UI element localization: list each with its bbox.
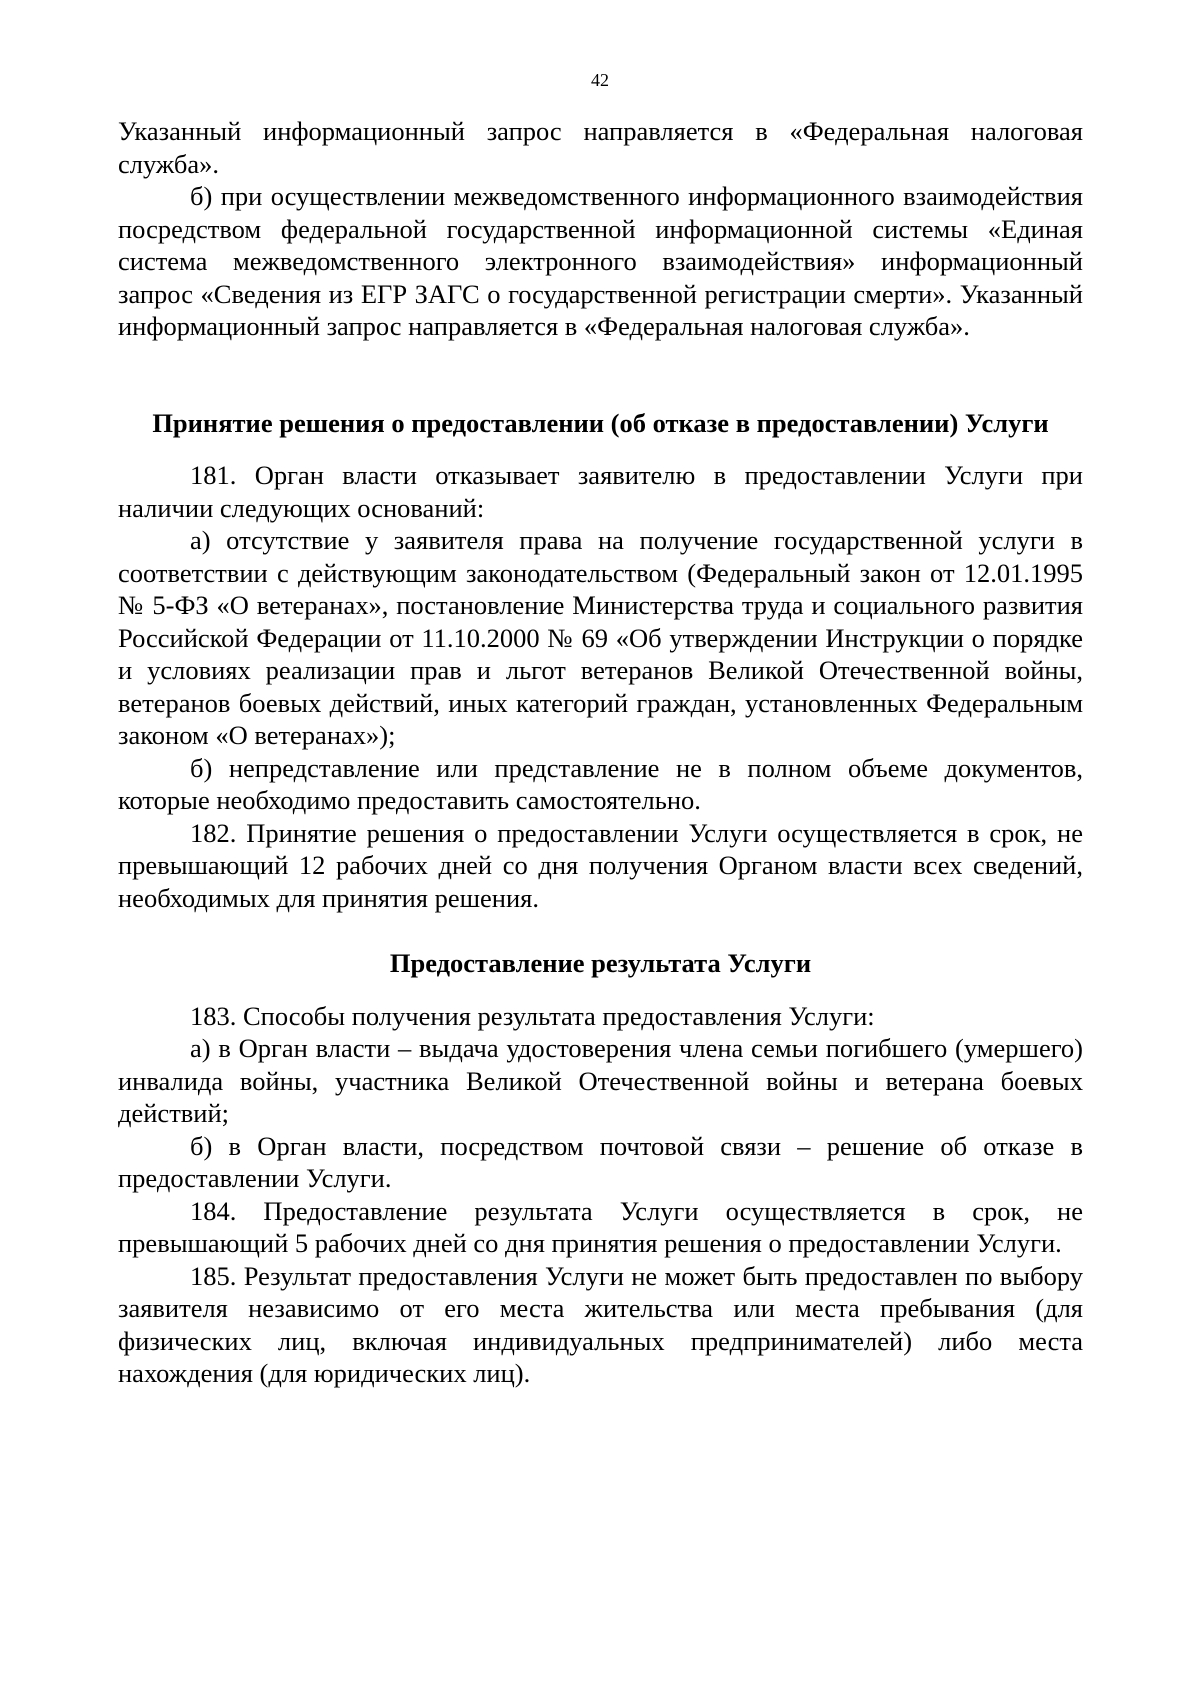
paragraph-182: 182. Принятие решения о предоставлении Услуги осуществляется в срок, не превышающий 12 рабочих дней со дня получения Органом власти всех сведений, необходимых для принятия решения. [118, 817, 1083, 913]
paragraph-181: 181. Орган власти отказывает заявителю в предоставлении Услуги при наличии следующих оснований: [118, 460, 1083, 523]
paragraph-183: 183. Способы получения результата предоставления Услуги: [190, 1000, 875, 1031]
section-heading-decision: Принятие решения о предоставлении (об отказе в предоставлении) Услуги [152, 407, 1049, 438]
document-body [118, 115, 1083, 1390]
paragraph-183-b: б) в Орган власти, посредством почтовой связи – решение об отказе в предоставлении Услуги. [118, 1130, 1083, 1193]
paragraph-185: 185. Результат предоставления Услуги не может быть предоставлен по выбору заявителя независимо от его места жительства или места пребывания (для физических лиц, включая индивидуальных предпринимателей) либо места нахождения (для юридических лиц). [118, 1260, 1083, 1388]
section-heading-result: Предоставление результата Услуги [389, 948, 812, 978]
paragraph-181-b: б) непредставление или представление не в полном объеме документов, которые необходимо предоставить самостоятельно. [118, 752, 1083, 815]
page-number: 42 [591, 70, 609, 90]
paragraph-continuation: Указанный информационный запрос направляется в «Федеральная налоговая служба». [118, 116, 1083, 179]
paragraph-184: 184. Предоставление результата Услуги осуществляется в срок, не превышающий 5 рабочих дней со дня принятия решения о предоставлении Услуги. [118, 1195, 1083, 1258]
paragraph-181-a: а) отсутствие у заявителя права на получение государственной услуги в соответствии с действующим законодательством (Федеральный закон от 12.01.1995 № 5-ФЗ «О ветеранах», постановление Министерства труда и социального развития Российской Федерации от 11.10.2000 № 69 «Об утверждении Инструкции о порядке и условиях реализации прав и льгот ветеранов Великой Отечественной войны, ветеранов боевых действий, иных категорий граждан, установленных Федеральным законом «О ветеранах»); [118, 525, 1083, 750]
paragraph-subitem-b: б) при осуществлении межведомственного информационного взаимодействия посредством федеральной государственной информационной системы «Единая система межведомственного электронного взаимодействия» информационный запрос «Сведения из ЕГР ЗАГС о государственной регистрации смерти». Указанный информационный запрос направляется в «Федеральная налоговая служба». [118, 181, 1083, 341]
paragraph-183-a: а) в Орган власти – выдача удостоверения члена семьи погибшего (умершего) инвалида войны, участника Великой Отечественной войны и ветерана боевых действий; [118, 1033, 1083, 1128]
